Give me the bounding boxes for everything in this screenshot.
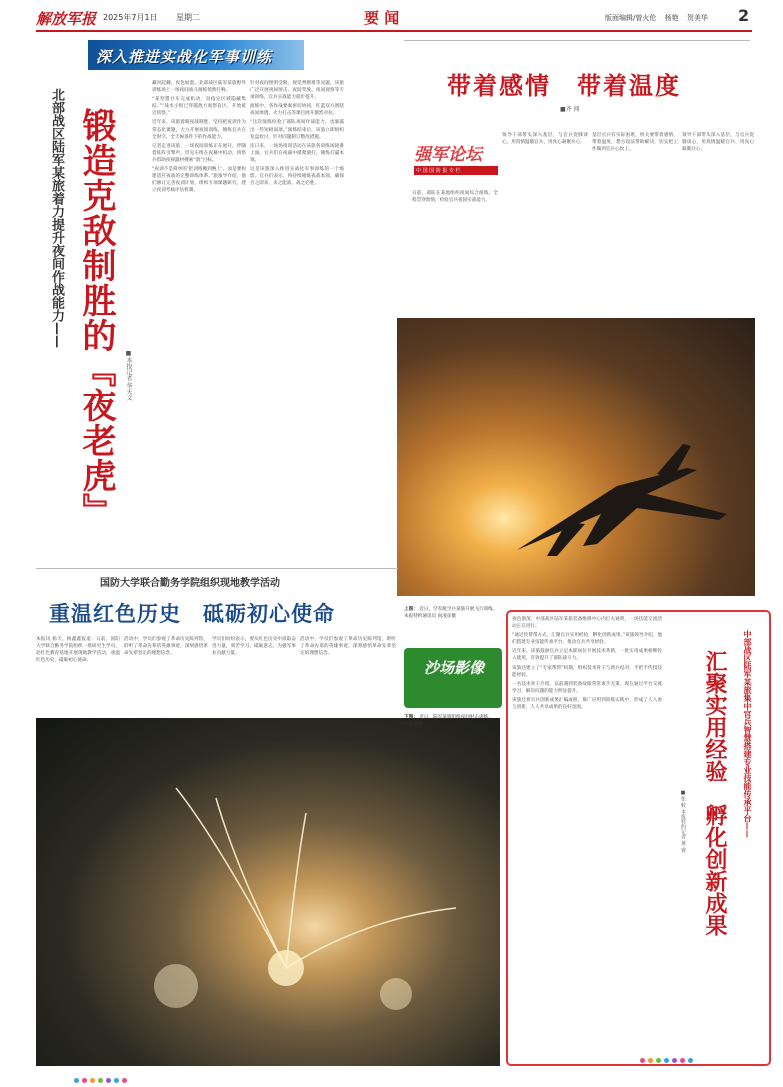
commentary-byline: ■齐 闯 (560, 106, 580, 113)
school-col-2 (124, 636, 208, 714)
caption-bottom-credit: 叶雷鑫摄 (404, 722, 423, 728)
caption-top-credit: 本报特约通讯员 尚凌彦摄 (404, 614, 456, 620)
section-title: 要 闻 (364, 9, 400, 27)
lead-paragraph: “某型猎兵车完成机动，向指定区域隐蔽集结。”“战术小组已穿越敌方观察盲区，开始抵近侦察。” (152, 97, 246, 117)
issue-weekday: 星期二 (176, 13, 200, 22)
masthead (0, 0, 783, 32)
commentary-col-2 (502, 132, 588, 315)
lead-paragraph: “这次演练检验了部队夜间作战能力，也暴露出一些短板弱项。”演练结束后，该旅立即组织复盘检讨，针对问题制订整改措施。 (250, 120, 344, 140)
lead-paragraph: 演练中，各作战要素密切协同，红蓝双方围绕夜间渗透、火力打击等课目展开激烈对抗。 (250, 104, 344, 117)
school-rule (36, 568, 398, 569)
editor-label: 版面编辑/曾火伦 (605, 14, 657, 22)
lead-kicker: 北部战区陆军某旅着力提升夜间作战能力—— (49, 88, 64, 348)
highlight-paragraph: 近年来，该旅鼓励官兵立足本职岗位开展技术革新，一批实用成果相继投入使用，有效提升了部队战斗力。 (512, 649, 662, 662)
lead-paragraph: “夜训不是简单的‘把训练搬到晚上’，而是要构建适应夜战的完整训练体系。”旅领导介绍，他们修订完善夜训计划，组织专项课题研究，建立夜训考核评估机制。 (152, 167, 246, 194)
editor-name-2: 贺美华 (686, 14, 708, 22)
masthead-rule (36, 30, 752, 32)
lead-paragraph: 藏风起棘，夜色如墨。北部战区陆军某旅野外训练场上一场夜间战斗演练悄然打响。 (152, 81, 246, 94)
highlight-kicker: 中部战区陆军某旅集中官兵智慧搭建专业技能传承平台—— (743, 630, 752, 838)
commentary-col-4 (682, 132, 754, 315)
school-paragraph: 学员们纷纷表示，要从红色历史中汲取奋进力量，刻苦学习、砥砺意志，为强军事业贡献力量。 (212, 637, 296, 657)
school-headline: 重温红色历史 砥砺初心使命 (49, 602, 335, 626)
commentary-rule-top (404, 40, 750, 41)
highlight-paragraph: “通过传帮带方式，汇聚官兵实用经验，孵化创新成果。”该旅领导介绍，他们搭建专业技能传承平台，推动官兵共享经验。 (512, 633, 662, 646)
caption-bottom-text: 近日，陆军某旅组织夜间射击训练。 (419, 715, 493, 720)
banner (88, 40, 304, 70)
lead-paragraph: 近年来，该旅着眼夜战制胜，坚持把夜训作为常态化课题，大力开展夜间训练，锤炼官兵在全时空、全天候条件下的作战能力。 (152, 120, 246, 140)
highlight-col-1 (512, 616, 662, 1064)
forum-logo-title: 强军论坛 (414, 145, 482, 165)
commentary-col-3 (592, 132, 678, 315)
lead-byline: ■本报记者 华天义 (125, 350, 132, 401)
highlight-paragraph: 夜色渐深，中部战区陆军某旅装备维修中心内灯火通明，一场技能交流活动正在进行。 (512, 617, 662, 630)
school-paragraph: 活动中，学员们参观了革命历史陈列馆，聆听了革命先辈的英雄事迹，深刻感悟革命先辈坚定的理想信念。 (300, 637, 396, 657)
highlight-headline: 汇聚实用经验 孵化创新成果 (702, 650, 727, 936)
caption-bottom-head: 下图： (404, 715, 418, 720)
highlight-paragraph: 该旅还建立了“专家帮带”机制，组织技术骨干与新兵结对，手把手传授技能经验。 (512, 665, 662, 678)
commentary-headline: 带着感情 带着温度 (447, 72, 681, 100)
lead-col-1 (152, 80, 246, 558)
commentary-paragraph: 日前，部队在某地组织夜间综合演练，全程贯穿敌情，检验官兵夜间实战能力。 (412, 191, 498, 204)
masthead-logo: 解放军报 (36, 10, 97, 28)
lead-paragraph: 连日来，一场场夜训活动在该旅各训练场轮番上演。官兵们在夜幕中摸爬滚打，锤炼打赢本领。 (250, 143, 344, 163)
commentary-paragraph: 基层官兵有实际困难，机关要带着感情、带着温度，想方设法帮助解决，切实把工作做到官兵心坎上。 (592, 133, 678, 153)
jet-photo (397, 318, 755, 596)
editor-line (605, 13, 708, 23)
school-col-4 (300, 636, 396, 714)
lead-paragraph: 针对夜间照明受限、视觉判断难等问题，该旅广泛开展夜间射击、夜间驾驶、夜间观察等专项训练，官兵实战能力稳步提升。 (250, 81, 344, 101)
lead-paragraph: 这是该旅深入推进实战化军事训练的一个缩影。官兵们表示，将持续锤炼夜战本领，确保召之即来、来之能战、战之必胜。 (250, 167, 344, 187)
night-fire-photo (36, 718, 500, 1066)
lead-col-2 (250, 80, 344, 558)
lead-paragraph: 记者走进该旅，一场夜间训练正在展开。伴随着阵阵引擎声，坦克车组在夜幕中机动，侦察兵借助夜视器材搜索“敌”目标。 (152, 143, 246, 163)
commentary-paragraph: 领导干部带头深入基层，与官兵促膝谈心，用真情温暖官兵、用真心凝聚兵心。 (682, 133, 754, 153)
lead-headline: 锻造克敌制胜的『夜老虎』 (76, 108, 116, 528)
page-dots-left (74, 1068, 130, 1087)
issue-date: 2025年7月1日 (103, 13, 158, 22)
editor-name-1: 杨艳 (664, 14, 679, 22)
page-number: 2 (738, 6, 750, 25)
caption-top-head: 上图： (404, 607, 418, 612)
commentary-paragraph: 领导干部带头深入基层，与官兵促膝谈心，用真情温暖官兵、用真心凝聚兵心。 (502, 133, 588, 146)
tracer-fire-icon (36, 718, 500, 1066)
caption-bottom (404, 714, 502, 754)
banner-text: 深入推进实战化军事训练 (96, 48, 273, 66)
caption-top-text: 近日，空军航空兵某旅开展飞行训练。 (419, 607, 498, 612)
caption-top (404, 606, 502, 646)
commentary-col-1 (412, 190, 498, 315)
school-col-3 (212, 636, 296, 714)
forum-logo (412, 138, 498, 186)
school-paragraph: 本报讯 杨天、杨鑫鑫报道：日前，国防大学联合勤务学院组织一批研究生学员，赴红色教育基地开展现地教学活动，重温红色历史，砥砺初心使命。 (36, 637, 120, 664)
school-paragraph: 活动中，学员们参观了革命历史陈列馆，聆听了革命先辈的英雄事迹，深刻感悟革命先辈坚定的理想信念。 (124, 637, 208, 657)
battlefield-image-logo-text: 沙场影像 (424, 659, 485, 677)
school-kicker: 国防大学联合勤务学院组织现地教学活动 (100, 578, 280, 589)
battlefield-image-logo (404, 648, 502, 708)
highlight-paragraph: 一名技术骨干介绍，以前遇到装备故障常常束手无策，现在通过平台交流学习，解决问题的能力明显提升。 (512, 681, 662, 694)
school-col-1 (36, 636, 120, 714)
forum-logo-sub: 中 国 国 防 报 专 栏 (414, 166, 498, 175)
fighter-jet-icon (397, 318, 755, 596)
highlight-paragraph: 该旅还将官兵创新成果汇编成册，推广应用到训练实践中，形成了人人参与创新、人人共享成果的良好氛围。 (512, 697, 662, 711)
page-dots-right (640, 1048, 696, 1067)
highlight-byline: ■张 蛟 本报特约记者 黄 睿 (680, 790, 686, 853)
